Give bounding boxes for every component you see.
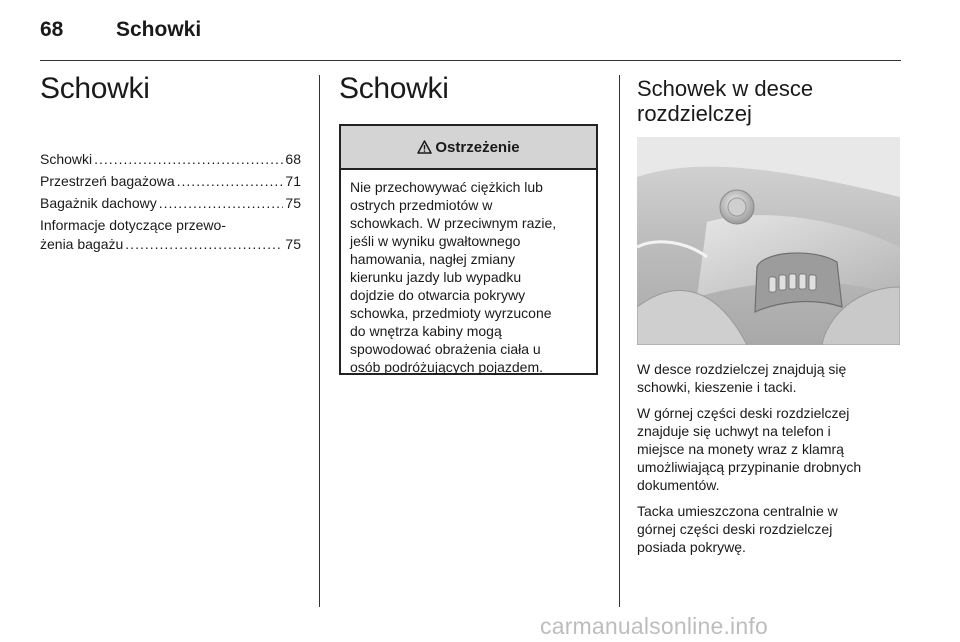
toc-page: 75 (285, 195, 301, 211)
paragraph-line: W górnej części deski rozdzielczej (637, 405, 850, 421)
warning-box (339, 124, 598, 375)
warning-line: schowkach. W przeciwnym razie, (350, 215, 557, 231)
table-of-contents (40, 150, 301, 257)
warning-heading: Ostrzeżenie (435, 138, 520, 156)
paragraph (637, 360, 907, 396)
dashboard-storage-illustration (637, 137, 900, 345)
section-title: Schowki (339, 72, 449, 105)
running-header-title: Schowki (116, 18, 202, 41)
warning-line: osób podróżujących pojazdem. (350, 359, 544, 375)
paragraph-line: znajduje się uchwyt na telefon i (637, 423, 831, 439)
paragraph-line: W desce rozdzielczej znajdują się (637, 361, 847, 377)
chapter-title: Schowki (40, 72, 150, 105)
paragraph-line: schowki, kieszenie i tacki. (637, 379, 797, 395)
warning-line: do wnętrza kabiny mogą (350, 323, 502, 339)
toc-label: Schowki (40, 151, 93, 167)
warning-text (341, 170, 596, 376)
column-divider-1 (319, 75, 320, 607)
toc-page: 68 (285, 151, 301, 167)
toc-page: 71 (285, 173, 301, 189)
subsection-title-line2: rozdzielczej (637, 101, 752, 126)
page-number: 68 (40, 18, 64, 41)
warning-line: spowodować obrażenia ciała u (350, 341, 541, 357)
paragraph-line: dokumentów. (637, 477, 720, 493)
toc-page: 75 (285, 236, 301, 252)
toc-label: Przestrzeń bagażowa (40, 173, 175, 189)
toc-entry-bagaznik-dachowy[interactable] (40, 194, 301, 213)
toc-entry-informacje-bagazu[interactable] (40, 216, 301, 254)
watermark: carmanualsonline.info (540, 613, 768, 639)
subsection-body (637, 360, 907, 564)
warning-line: dojdzie do otwarcia pokrywy (350, 287, 526, 303)
warning-header (341, 126, 596, 170)
warning-line: Nie przechowywać ciężkich lub (350, 179, 543, 195)
paragraph (637, 502, 907, 556)
warning-icon (417, 140, 432, 154)
paragraph-line: miejsce na monety wraz z klamrą (637, 441, 844, 457)
paragraph-line: Tacka umieszczona centralnie w (637, 503, 838, 519)
toc-leader (159, 194, 284, 213)
paragraph-line: posiada pokrywę. (637, 539, 746, 555)
header-rule (40, 60, 901, 61)
subsection-title (637, 76, 813, 126)
toc-label: Bagażnik dachowy (40, 195, 157, 211)
warning-line: hamowania, nagłej zmiany (350, 251, 515, 267)
toc-label-line1: Informacje dotyczące przewo- (40, 217, 226, 233)
toc-label-line2: żenia bagażu (40, 236, 124, 252)
paragraph-line: górnej części deski rozdzielczej (637, 521, 833, 537)
column-divider-2 (619, 75, 620, 607)
warning-line: kierunku jazdy lub wypadku (350, 269, 522, 285)
paragraph-line: umożliwiającą przypinanie drobnych (637, 459, 862, 475)
warning-line: ostrych przedmiotów w (350, 197, 493, 213)
warning-line: jeśli w wyniku gwałtownego (350, 233, 521, 249)
paragraph (637, 404, 907, 494)
warning-line: schowka, przedmioty wyrzucone (350, 305, 552, 321)
toc-leader (125, 235, 283, 254)
toc-entry-schowki[interactable] (40, 150, 301, 169)
toc-entry-przestrzen-bagazowa[interactable] (40, 172, 301, 191)
toc-leader (94, 150, 283, 169)
toc-leader (177, 172, 284, 191)
subsection-title-line1: Schowek w desce (637, 76, 814, 101)
